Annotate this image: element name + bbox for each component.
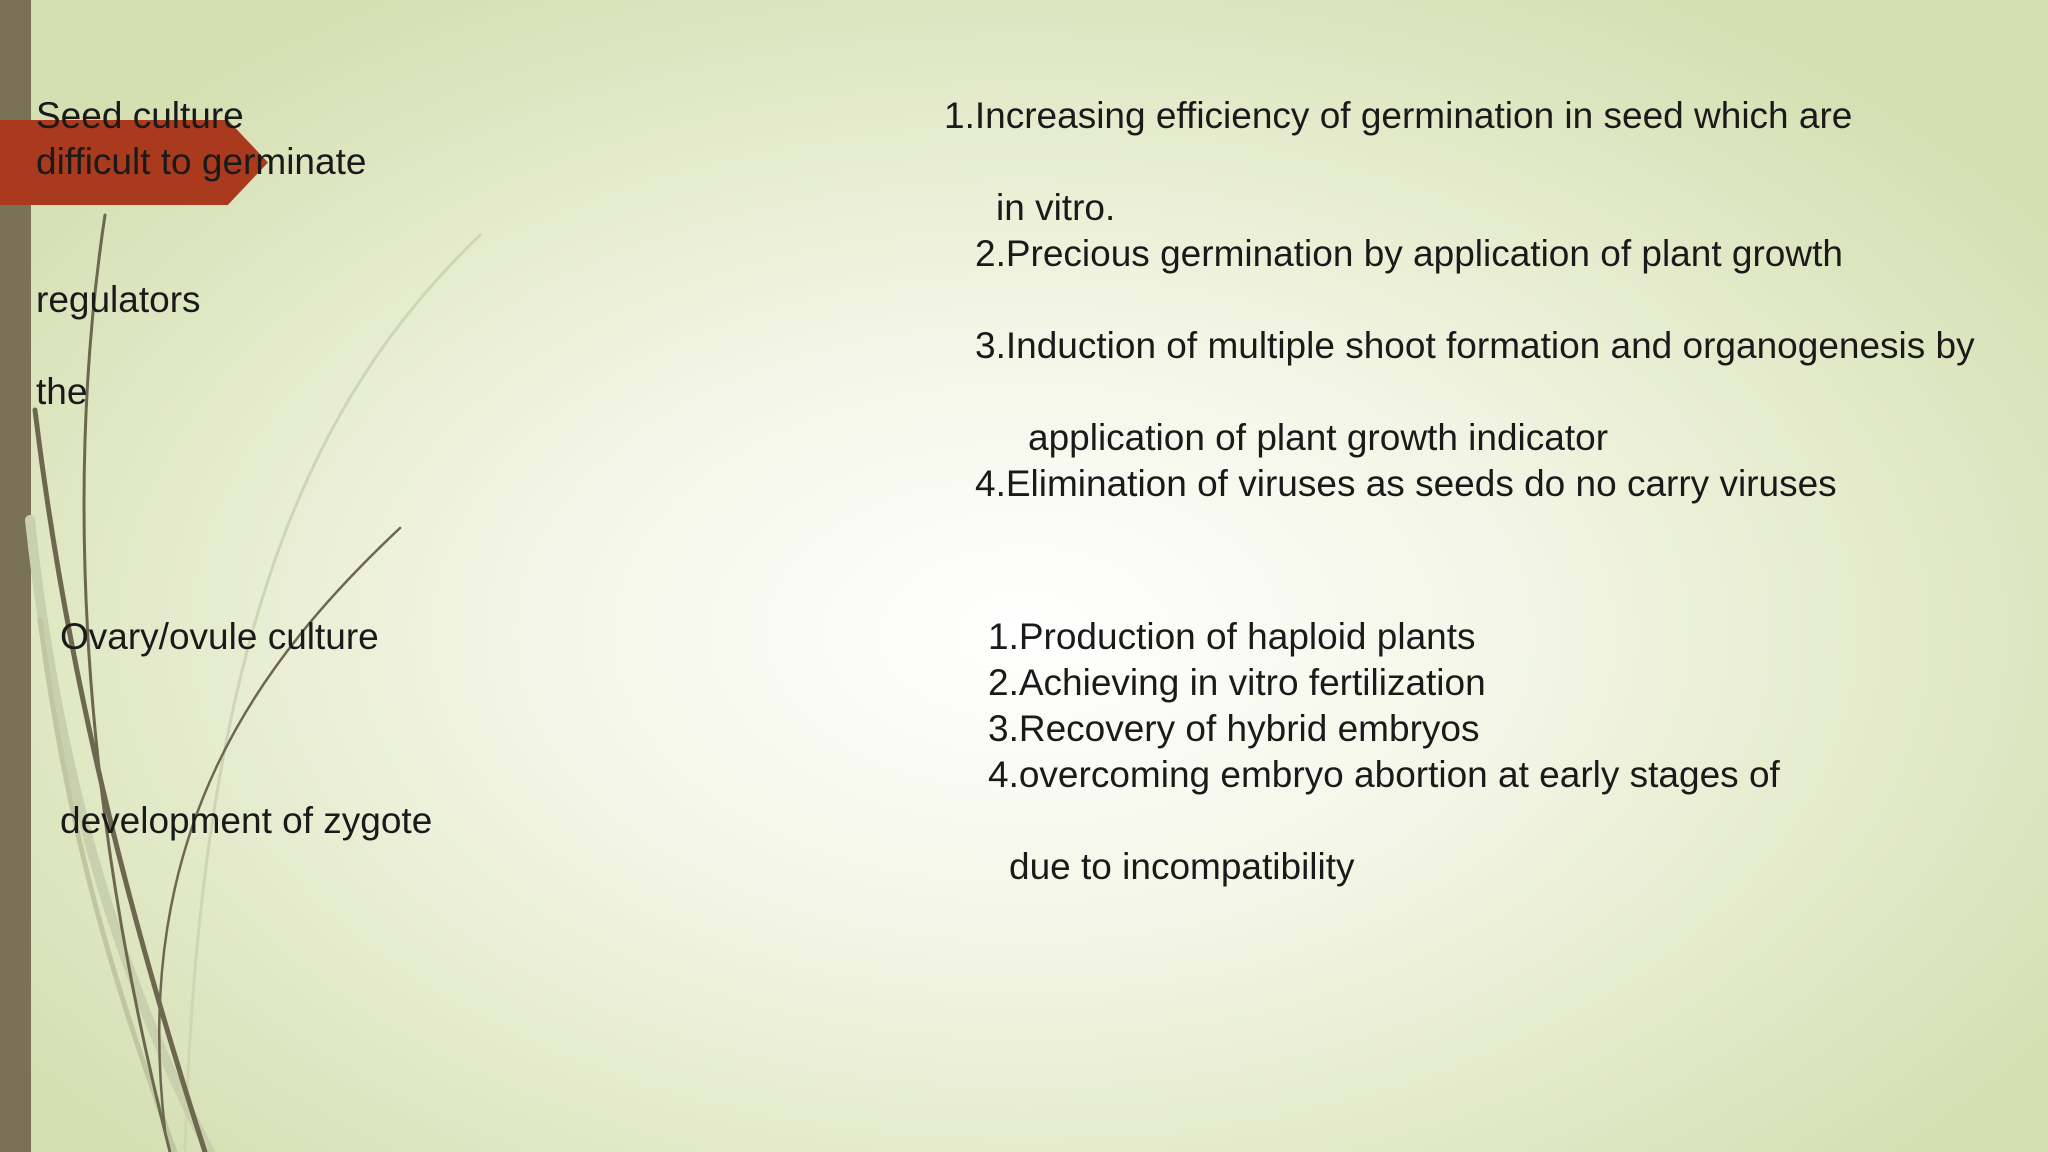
ovary-culture-heading: Ovary/ovule culture — [60, 616, 379, 657]
seed-point-1-continued: in vitro. — [996, 187, 1116, 228]
seed-culture-heading: Seed culture — [36, 95, 244, 136]
ovary-point-1: 1.Production of haploid plants — [988, 616, 1476, 657]
seed-culture-subtext: difficult to germinate — [36, 141, 367, 182]
ovary-point-4: 4.overcoming embryo abortion at early stages of — [988, 754, 1780, 795]
the-text: the — [36, 371, 88, 412]
ovary-point-2: 2.Achieving in vitro fertilization — [988, 662, 1486, 703]
seed-point-3: 3.Induction of multiple shoot formation and organogenesis by — [975, 325, 1975, 366]
seed-point-4: 4.Elimination of viruses as seeds do no carry viruses — [975, 463, 1837, 504]
seed-point-1: 1.Increasing efficiency of germination in seed which are — [944, 95, 1853, 136]
seed-point-2: 2.Precious germination by application of plant growth — [975, 233, 1843, 274]
seed-point-3-continued: application of plant growth indicator — [1028, 417, 1609, 458]
zygote-development-text: development of zygote — [60, 800, 433, 841]
ovary-point-4-continued: due to incompatibility — [1009, 846, 1355, 887]
regulators-text: regulators — [36, 279, 201, 320]
ovary-point-3: 3.Recovery of hybrid embryos — [988, 708, 1480, 749]
